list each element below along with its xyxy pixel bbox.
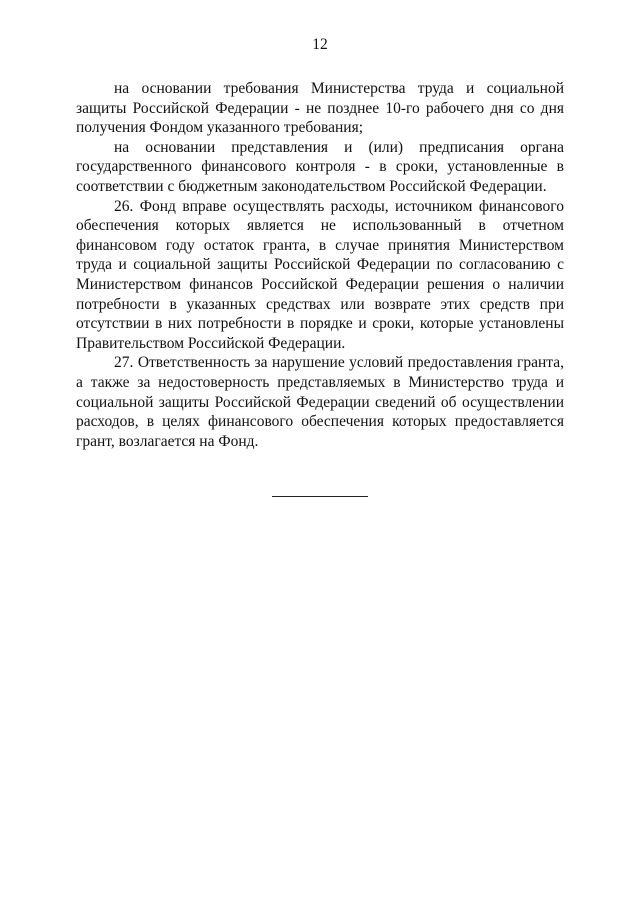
- paragraph-demand-deadline: на основании требования Министерства труда и социальной защиты Российской Федерации - не позднее 10-го рабочего дня со дня получения Фондом указанного требования;: [76, 80, 564, 137]
- paragraph-clause-26: 26. Фонд вправе осуществлять расходы, источником финансового обеспечения которых является не использованный в отчетном финансовом году остаток гранта, в случае принятия Министерством труда и социальной защиты Российской Федерации по согласованию с Министерством финансов Российской Федерации решения о наличии потребности в указанных средствах или возврате этих средств при отсутствии в них потребности в порядке и сроки, которые установлены Правительством Российской Федерации.: [76, 197, 564, 352]
- paragraph-control-body-deadline: на основании представления и (или) предписания органа государственного финансового контроля - в сроки, установленные в соответствии с бюджетным законодательством Российской Федерации.: [76, 138, 564, 195]
- page-number: 12: [312, 36, 328, 53]
- paragraph-clause-27: 27. Ответственность за нарушение условий предоставления гранта, а также за недостоверность представляемых в Министерство труда и социальной защиты Российской Федерации сведений об осуществлении расходов, в целях финансового обеспечения которых предоставляется грант, возлагается на Фонд.: [76, 354, 564, 450]
- document-body: [76, 79, 564, 451]
- end-separator-line: [272, 496, 368, 497]
